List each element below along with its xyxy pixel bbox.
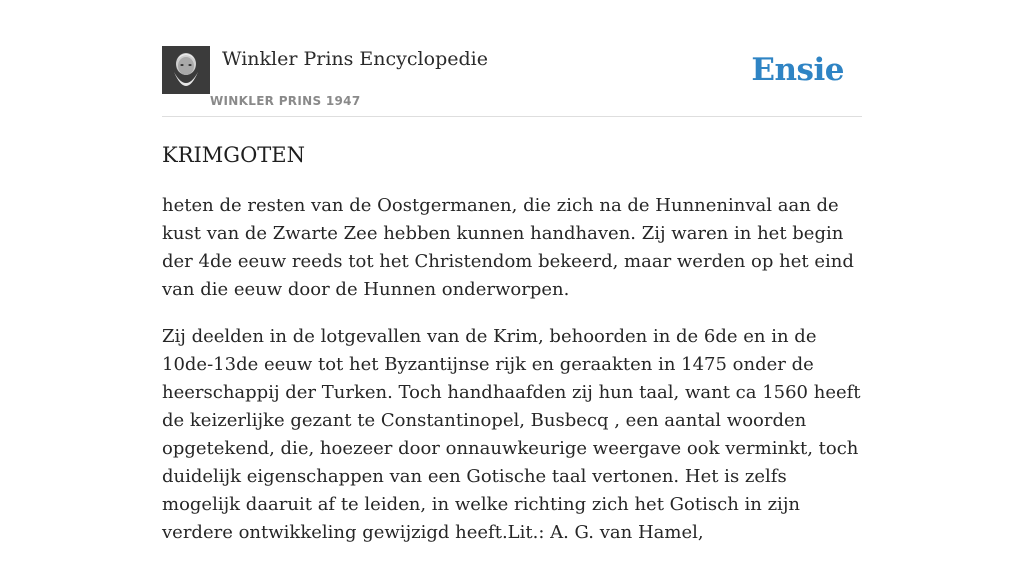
article-headword: KRIMGOTEN — [162, 143, 306, 167]
avatar[interactable] — [162, 46, 210, 94]
source-title[interactable]: Winkler Prins Encyclopedie — [222, 48, 488, 70]
portrait-avatar-icon — [162, 46, 210, 94]
article-paragraph: Zij deelden in de lotgevallen van de Krim, behoorden in de 6de en in de 10de-13de eeuw tot het Byzantijnse rijk en geraakten in 1475 onder de heerschappij der Turken. Toch handhaafden zij hun taal, want ca 1560 heeft de keizerlijke gezant te Constantinopel, Busbecq , een aantal woorden opgetekend, die, hoezeer door onnauwkeurige weergave ook verminkt, toch duidelijk eigenschappen van een Gotische taal vertonen. Het is zelfs mogelijk daaruit af te leiden, in welke richting zich het Gotisch in zijn verdere ontwikkeling gewijzigd heeft.Lit.: A. G. van Hamel, — [162, 326, 861, 543]
header — [162, 46, 862, 117]
brand-logo[interactable]: Ensie — [751, 52, 844, 88]
page — [162, 0, 862, 543]
article-paragraph: heten de resten van de Oostgermanen, die zich na de Hunneninval aan de kust van de Zwarte Zee hebben kunnen handhaven. Zij waren in het begin der 4de eeuw reeds tot het Christendom bekeerd, maar werden op het eind van die eeuw door de Hunnen onderworpen. — [162, 195, 854, 300]
source-subtitle[interactable]: WINKLER PRINS 1947 — [210, 94, 361, 108]
article-body — [162, 192, 862, 566]
